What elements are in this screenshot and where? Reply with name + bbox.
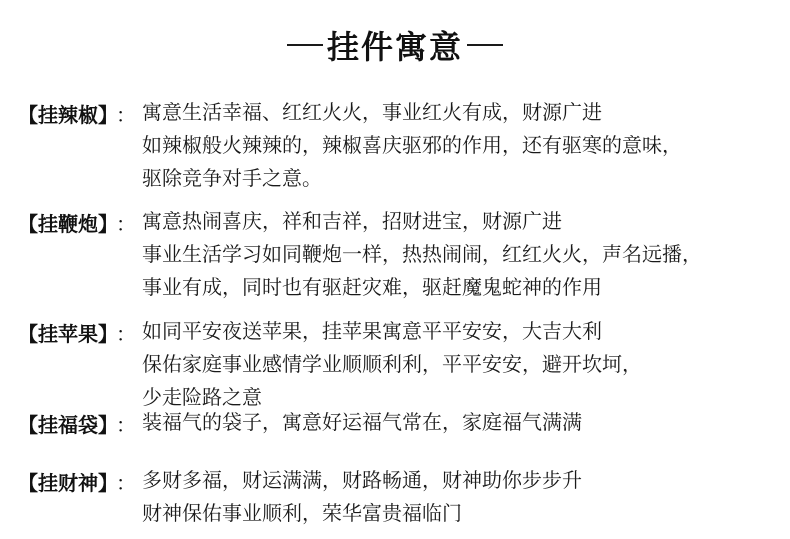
entry-colon: ： <box>116 471 136 495</box>
entry-lines <box>142 318 642 417</box>
entry-lines <box>142 99 682 198</box>
entry-line: 少走险路之意 <box>142 385 262 409</box>
entry-label: 【挂苹果】 <box>18 322 118 346</box>
entry-label: 【挂鞭炮】 <box>18 212 118 236</box>
entry-colon: ： <box>116 413 136 437</box>
entry-line: 如同平安夜送苹果，挂苹果寓意平平安安，大吉大利 <box>142 319 602 343</box>
entry-line: 多财多福，财运满满，财路畅通，财神助你步步升 <box>142 468 582 492</box>
entry-line: 事业生活学习如同鞭炮一样，热热闹闹，红红火火，声名远播， <box>142 242 702 266</box>
page-title-row <box>0 22 790 68</box>
entry-line: 寓意热闹喜庆，祥和吉祥，招财进宝，财源广进 <box>142 209 562 233</box>
entry-colon: ： <box>116 103 136 127</box>
entry-label: 【挂财神】 <box>18 471 118 495</box>
entry-lines <box>142 208 702 307</box>
entry-label: 【挂福袋】 <box>18 413 118 437</box>
entry-lines <box>142 409 582 442</box>
entry-line: 装福气的袋子，寓意好运福气常在，家庭福气满满 <box>142 410 582 434</box>
page-title: 挂件寓意 <box>326 28 463 66</box>
entry-colon: ： <box>116 212 136 236</box>
entry-line: 寓意生活幸福、红红火火，事业红火有成，财源广进 <box>142 100 602 124</box>
entry-line: 保佑家庭事业感情学业顺顺利利，平平安安，避开坎坷， <box>142 352 642 376</box>
entry-colon: ： <box>116 322 136 346</box>
entry-line: 如辣椒般火辣辣的，辣椒喜庆驱邪的作用，还有驱寒的意味， <box>142 133 682 157</box>
title-right-dash <box>467 44 503 46</box>
entry-line: 财神保佑事业顺利，荣华富贵福临门 <box>142 501 462 525</box>
title-left-dash <box>287 44 323 46</box>
entry-line: 事业有成，同时也有驱赶灾难，驱赶魔鬼蛇神的作用 <box>142 275 602 299</box>
entry-line: 驱除竞争对手之意。 <box>142 166 322 190</box>
entry-lines <box>142 467 582 533</box>
entry-label: 【挂辣椒】 <box>18 103 118 127</box>
